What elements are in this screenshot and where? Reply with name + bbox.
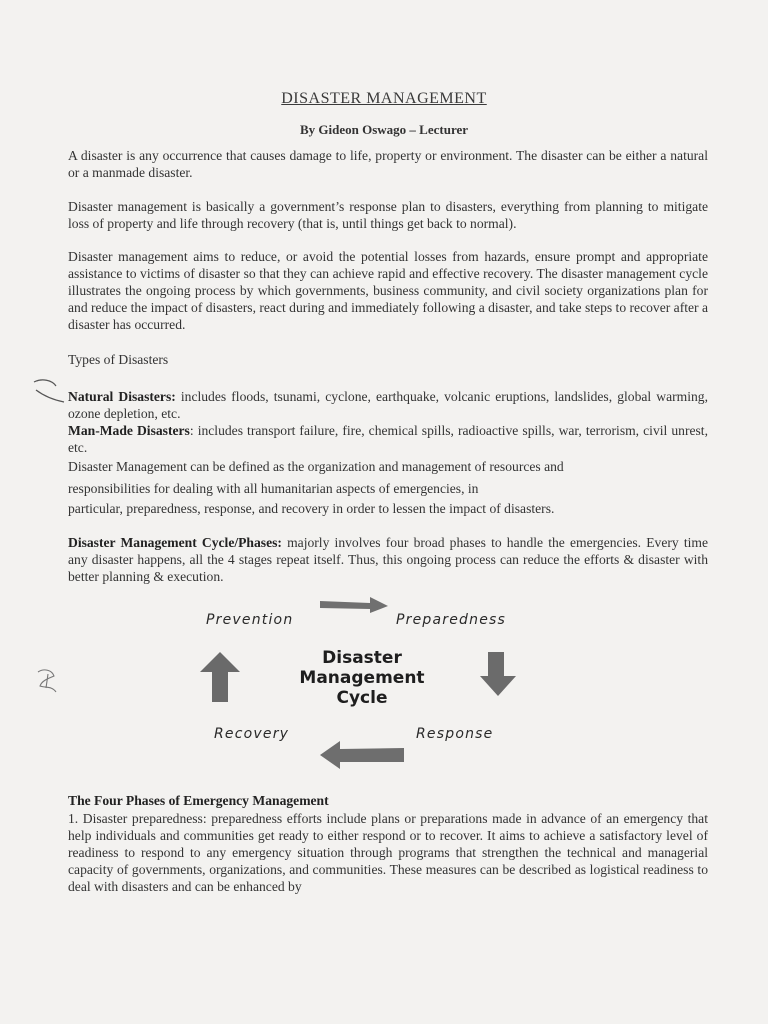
- natural-disasters-text: includes floods, tsunami, cyclone, earthquake, volcanic eruptions, landslides, global warming, ozone depletion, etc.: [68, 389, 708, 421]
- author-line: By Gideon Oswago – Lecturer: [299, 122, 469, 137]
- diagram-center-line-2: Management: [299, 668, 425, 688]
- diagram-center-line-1: Disaster: [322, 648, 402, 668]
- intro-paragraph-1: A disaster is any occurrence that causes damage to life, property or environment. The disaster can be either a natural or a manmade disaster.: [68, 148, 708, 180]
- definition-line-1: Disaster Management can be defined as the organization and management of resources and: [68, 459, 564, 474]
- arrow-right-icon: [318, 596, 390, 616]
- cycle-intro-text: majorly involves four broad phases to handle the emergencies. Every time any disaster happens, all the 4 stages repeat itself. Thus, this ongoing process can reduce the efforts & disaster with better planning & execution.: [68, 535, 708, 584]
- cycle-intro-paragraph: [68, 534, 708, 585]
- four-phases-heading: The Four Phases of Emergency Management: [68, 793, 329, 808]
- diagram-center-title: [262, 648, 462, 708]
- definition-line-2: responsibilities for dealing with all humanitarian aspects of emergencies, in: [68, 481, 479, 496]
- definition-line-3: particular, preparedness, response, and recovery in order to lessen the impact of disasters.: [68, 501, 555, 516]
- intro-paragraph-2: Disaster management is basically a government’s response plan to disasters, everything from planning to mitigate loss of property and life through recovery (that is, until things get back to normal).: [68, 199, 708, 231]
- intro-paragraph-3: Disaster management aims to reduce, or avoid the potential losses from hazards, ensure prompt and appropriate assistance to victims of disaster so that they can achieve rapid and effective recovery. The disaster management cycle illustrates the ongoing process by which governments, business community, and civil society organizations plan for and reduce the impact of disasters, react during and immediately following a disaster, and take steps to recover after a disaster has occurred.: [68, 249, 709, 332]
- natural-disasters-label: Natural Disasters:: [68, 389, 176, 404]
- four-phases-paragraph-1: 1. Disaster preparedness: preparedness efforts include plans or preparations made in advance of an emergency that help individuals and communities get ready to either respond or to recover. It aims to achieve a satisfactory level of readiness to respond to any emergency situation through programs that strengthen the technical and managerial capacity of governments, organizations, and communities. These measures can be described as logistical readiness to deal with disasters and can be enhanced by: [68, 811, 708, 894]
- diagram-center-line-3: Cycle: [336, 688, 388, 708]
- diagram-label-prevention: Prevention: [206, 612, 294, 628]
- diagram-label-recovery: Recovery: [214, 726, 290, 742]
- types-heading: Types of Disasters: [68, 352, 169, 367]
- margin-mark-icon: [30, 376, 66, 404]
- natural-disasters-paragraph: [68, 388, 708, 422]
- cycle-intro-label: Disaster Management Cycle/Phases:: [68, 535, 282, 550]
- arrow-left-icon: [318, 738, 408, 772]
- diagram-label-response: Response: [416, 726, 494, 742]
- arrow-down-icon: [474, 650, 524, 700]
- document-title: DISASTER MANAGEMENT: [281, 90, 487, 107]
- manmade-disasters-paragraph: [68, 422, 708, 456]
- manmade-disasters-label: Man-Made Disasters: [68, 423, 190, 438]
- arrow-up-icon: [196, 650, 246, 706]
- margin-scribble-icon: [32, 666, 62, 698]
- manmade-disasters-text: : includes transport failure, fire, chemical spills, radioactive spills, war, terrorism, civil unrest, etc.: [68, 423, 708, 455]
- diagram-label-preparedness: Preparedness: [396, 612, 507, 628]
